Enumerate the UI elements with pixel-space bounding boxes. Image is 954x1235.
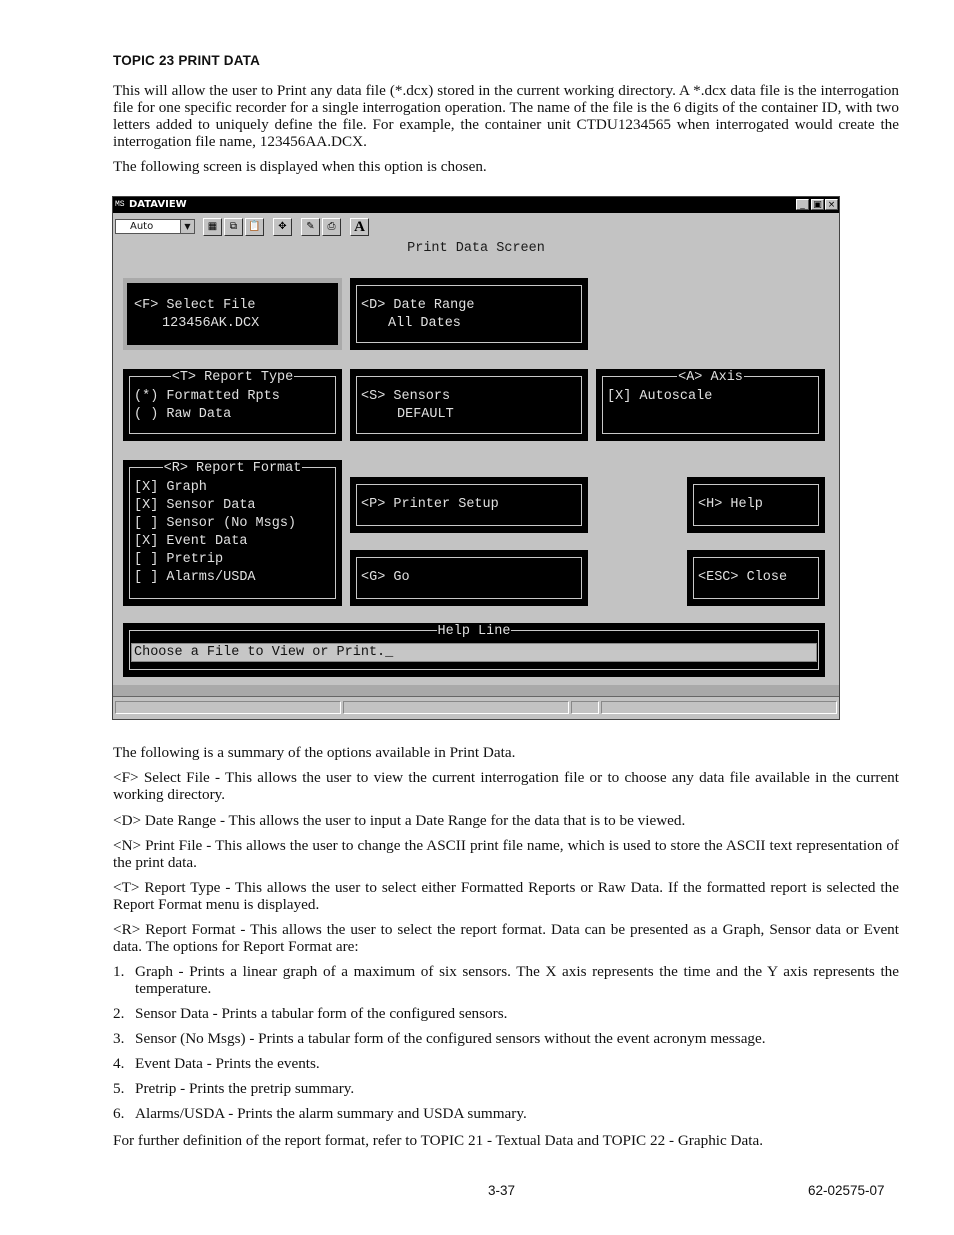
date-range-label: <D> Date Range xyxy=(361,298,475,313)
list-item xyxy=(113,1030,899,1047)
printer-setup-button[interactable] xyxy=(350,477,588,533)
dataview-window xyxy=(112,196,840,720)
option-print-file: <N> Print File - This allows the user to change the ASCII print file name, which is used to store the ASCII text representation of the print data. xyxy=(113,837,899,871)
option-report-format: <R> Report Format - This allows the user to select the report format. Data can be presented as a Graph, Sensor data or Event data. The options for Report Format are: xyxy=(113,921,899,955)
list-item xyxy=(113,1055,899,1072)
intro-paragraph: This will allow the user to Print any data file (*.dcx) stored in the current working directory. A *.dcx data file is the interrogation file for one specific recorder for a single interrogation operation. The name of the file is the 6 digits of the container ID, with two letters added to uniquely define the file. For example, the container unit CTDU1234565 when interrogated would create the interrogation file name, 123456AA.DCX. xyxy=(113,82,899,150)
option-report-type: <T> Report Type - This allows the user to select either Formatted Reports or Raw Data. If the formatted report is selected the Report Format menu is displayed. xyxy=(113,879,899,913)
help-button[interactable] xyxy=(687,477,825,533)
further-reference: For further definition of the report format, refer to TOPIC 21 - Textual Data and TOPIC 22 - Graphic Data. xyxy=(113,1132,764,1149)
list-item xyxy=(113,1105,899,1122)
status-segment-4 xyxy=(601,701,837,714)
list-text: Pretrip - Prints the pretrip summary. xyxy=(135,1080,355,1097)
report-type-panel[interactable] xyxy=(123,369,342,441)
edit-icon[interactable]: ✎ xyxy=(301,218,320,236)
help-label: <H> Help xyxy=(698,497,763,512)
list-number: 3. xyxy=(113,1030,125,1047)
select-file-label: <F> Select File xyxy=(134,298,256,313)
list-number: 4. xyxy=(113,1055,125,1072)
list-text: Graph - Prints a linear graph of a maximum of six sensors. The X axis represents the time and the Y axis represents the temperature. xyxy=(135,963,899,997)
report-format-sensor-data[interactable]: [X] Sensor Data xyxy=(134,498,256,513)
maximize-icon[interactable]: ▣ xyxy=(811,199,824,210)
summary-intro: The following is a summary of the options available in Print Data. xyxy=(113,744,516,761)
font-icon[interactable]: A xyxy=(350,218,369,236)
screen-title: Print Data Screen xyxy=(407,241,545,256)
close-label: <ESC> Close xyxy=(698,570,788,585)
report-format-title: <R> Report Format xyxy=(163,461,302,476)
report-format-event-data[interactable]: [X] Event Data xyxy=(134,534,248,549)
go-button[interactable] xyxy=(350,550,588,606)
report-type-raw[interactable]: ( ) Raw Data xyxy=(134,407,232,422)
print-icon[interactable]: ⎙ xyxy=(322,218,341,236)
move-icon[interactable]: ✥ xyxy=(273,218,292,236)
list-number: 5. xyxy=(113,1080,125,1097)
axis-title: <A> Axis xyxy=(678,370,743,385)
status-bar xyxy=(113,696,839,719)
status-segment-1 xyxy=(115,701,341,714)
report-type-title-wrap xyxy=(125,371,340,385)
go-label: <G> Go xyxy=(361,570,410,585)
report-format-sensor-no-msgs[interactable]: [ ] Sensor (No Msgs) xyxy=(134,516,297,531)
toolbar xyxy=(113,215,839,239)
axis-title-wrap xyxy=(598,371,823,385)
paste-icon[interactable]: 📋 xyxy=(245,218,264,236)
report-format-graph[interactable]: [X] Graph xyxy=(134,480,207,495)
topic-heading: TOPIC 23 PRINT DATA xyxy=(113,53,261,68)
format-list xyxy=(113,963,899,1122)
intro-followup: The following screen is displayed when this option is chosen. xyxy=(113,158,487,175)
help-line-title-wrap xyxy=(125,625,823,639)
report-format-pretrip[interactable]: [ ] Pretrip xyxy=(134,552,224,567)
status-segment-3 xyxy=(571,701,599,714)
status-segment-2 xyxy=(343,701,569,714)
select-file-panel[interactable] xyxy=(123,278,342,350)
axis-panel[interactable] xyxy=(596,369,825,441)
printer-setup-label: <P> Printer Setup xyxy=(361,497,499,512)
chevron-down-icon[interactable]: ▼ xyxy=(180,220,194,233)
document-number: 62-02575-07 xyxy=(808,1183,885,1198)
list-item xyxy=(113,1080,899,1097)
minimize-icon[interactable]: _ xyxy=(796,199,809,210)
report-type-formatted[interactable]: (*) Formatted Rpts xyxy=(134,389,280,404)
list-text: Sensor Data - Prints a tabular form of the configured sensors. xyxy=(135,1005,508,1022)
sensors-panel[interactable] xyxy=(350,369,588,441)
list-text: Alarms/USDA - Prints the alarm summary and USDA summary. xyxy=(135,1105,527,1122)
zoom-combo[interactable] xyxy=(115,219,195,234)
title-bar[interactable] xyxy=(113,197,839,213)
esc-close-button[interactable] xyxy=(687,550,825,606)
list-text: Event Data - Prints the events. xyxy=(135,1055,320,1072)
list-item xyxy=(113,963,899,997)
page-number: 3-37 xyxy=(488,1183,516,1198)
grid-icon[interactable]: ▦ xyxy=(203,218,222,236)
list-text: Sensor (No Msgs) - Prints a tabular form of the configured sensors without the event acronym message. xyxy=(135,1030,766,1047)
report-type-title: <T> Report Type xyxy=(171,370,294,385)
list-item xyxy=(113,1005,899,1022)
help-line-panel xyxy=(123,623,825,677)
list-number: 1. xyxy=(113,963,125,980)
sensors-label: <S> Sensors xyxy=(361,389,451,404)
report-format-title-wrap xyxy=(125,462,340,476)
axis-autoscale[interactable]: [X] Autoscale xyxy=(607,389,713,404)
select-file-value: 123456AK.DCX xyxy=(162,316,260,331)
option-select-file: <F> Select File - This allows the user to view the current interrogation file or to choose any data file available in the current working directory. xyxy=(113,769,899,803)
list-number: 2. xyxy=(113,1005,125,1022)
report-format-panel[interactable] xyxy=(123,460,342,606)
zoom-combo-value: Auto xyxy=(130,221,154,232)
copy-icon[interactable]: ⧉ xyxy=(224,218,243,236)
app-icon: MS xyxy=(115,200,125,209)
option-date-range: <D> Date Range - This allows the user to input a Date Range for the data that is to be viewed. xyxy=(113,812,686,829)
date-range-value: All Dates xyxy=(388,316,461,331)
sensors-value: DEFAULT xyxy=(397,407,454,422)
window-title: DATAVIEW xyxy=(129,199,187,210)
close-icon[interactable]: × xyxy=(825,199,838,210)
report-format-alarms-usda[interactable]: [ ] Alarms/USDA xyxy=(134,570,256,585)
help-line-title: Help Line xyxy=(437,624,511,639)
help-line-text: Choose a File to View or Print._ xyxy=(131,643,817,662)
date-range-panel[interactable] xyxy=(350,278,588,350)
list-number: 6. xyxy=(113,1105,125,1122)
